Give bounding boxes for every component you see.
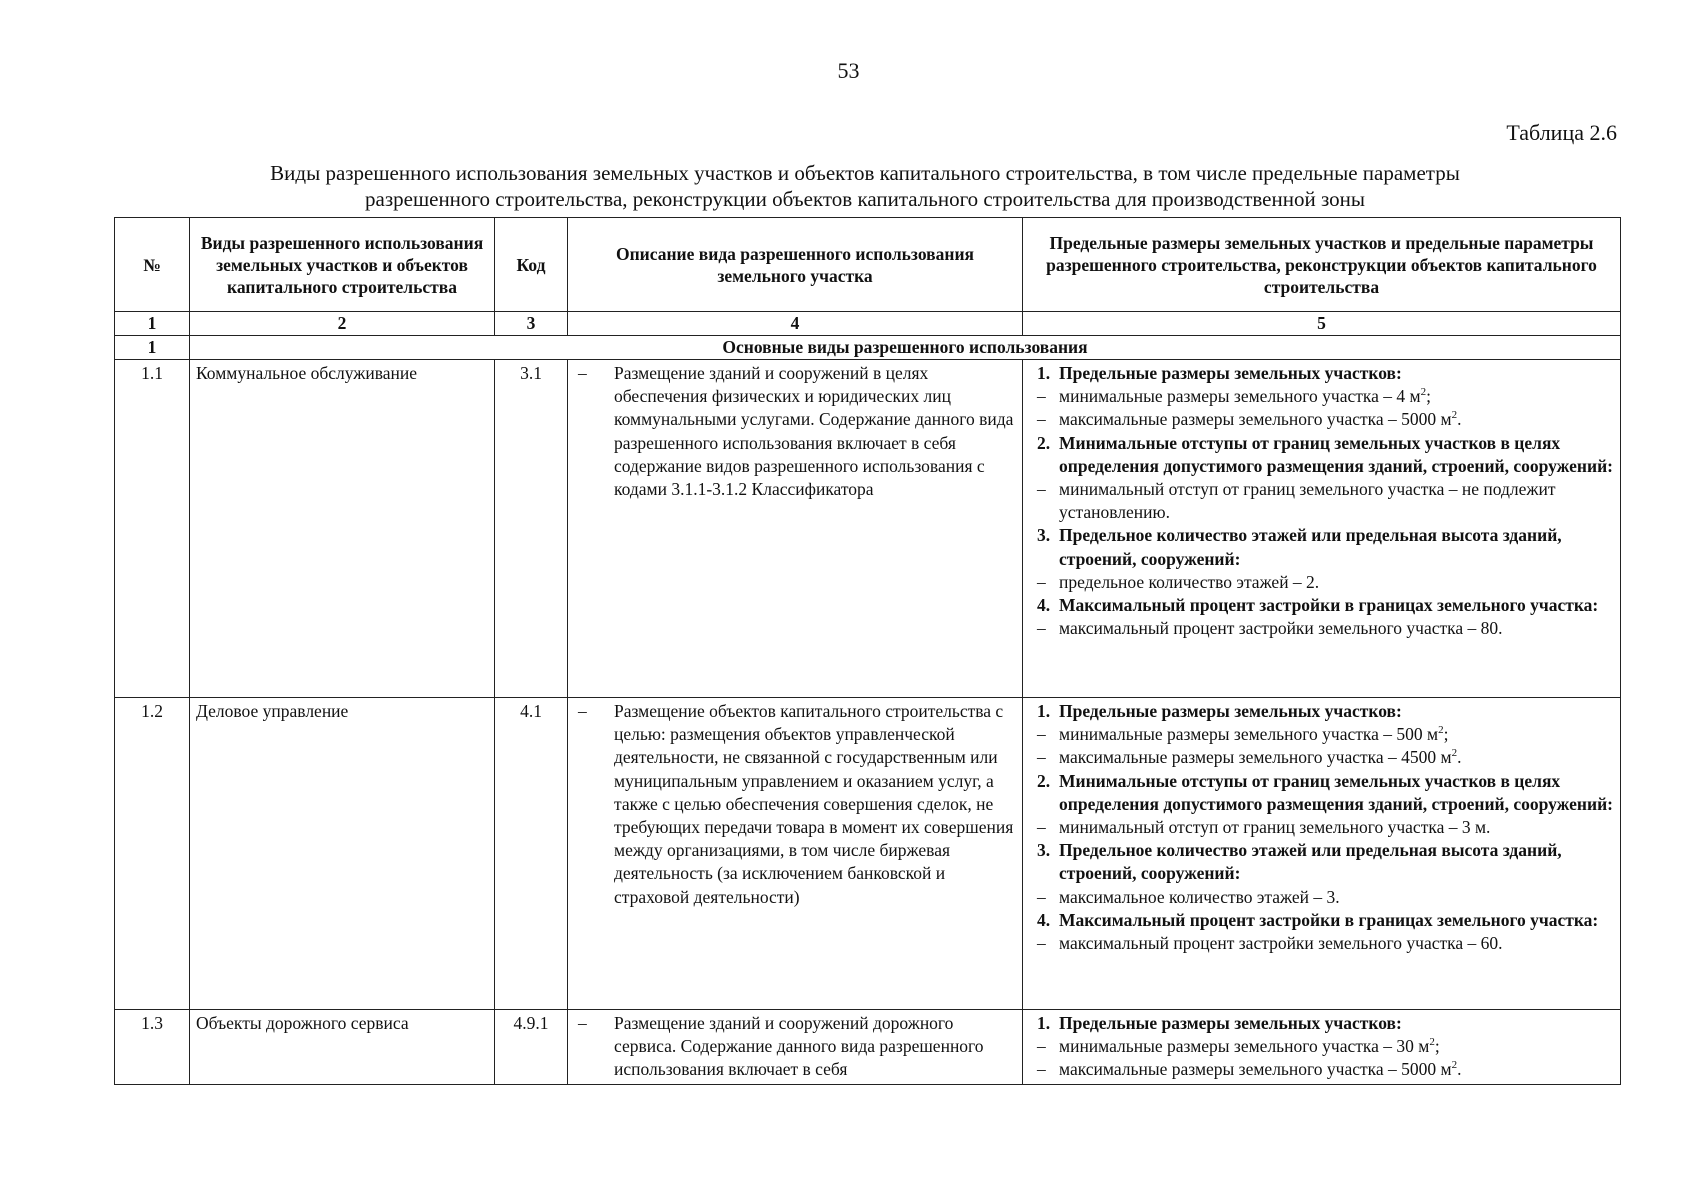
title-line-1: Виды разрешенного использования земельных участков и объектов капитального строительства, в том числе предельные параметры	[270, 161, 1460, 185]
parameter-text-main: максимальный процент застройки земельного участка – 60.	[1059, 933, 1503, 954]
parameter-text	[1059, 1012, 1614, 1035]
col-number: 4	[568, 312, 1023, 336]
use-description-cell	[568, 1010, 1023, 1085]
parameter-text-main: Предельные размеры земельных участков:	[1059, 363, 1402, 383]
description-text: Размещение объектов капитального строительства с целью: размещения объектов управленческой деятельности, не связанной с государственным или муниципальным управлением и оказанием услуг, а также с целью обеспечения совершения сделок, не требующих передачи товара в момент их совершения между организациями, в том числе биржевая деятельность (за исключением банковской и страховой деятельности)	[614, 701, 1014, 907]
parameter-text-main: максимальное количество этажей – 3.	[1059, 886, 1340, 907]
column-number-row	[115, 312, 1621, 336]
use-type-name: Коммунальное обслуживание	[190, 360, 495, 698]
parameter-heading	[1029, 909, 1614, 932]
parameter-marker: –	[1037, 1059, 1046, 1080]
parameter-item	[1029, 478, 1614, 524]
parameter-text-main: минимальные размеры земельного участка – 500 м	[1059, 724, 1439, 745]
parameter-text-main: Предельные размеры земельных участков:	[1059, 1013, 1402, 1033]
parameter-text	[1059, 362, 1614, 385]
parameter-text-main: Предельные размеры земельных участков:	[1059, 701, 1402, 721]
parameter-text	[1059, 746, 1614, 769]
parameter-item	[1029, 408, 1614, 431]
parameters-cell	[1023, 360, 1621, 698]
col-number: 5	[1023, 312, 1621, 336]
parameter-marker: –	[1037, 479, 1046, 500]
table-id: Таблица 2.6	[1506, 120, 1617, 145]
parameter-text-main: минимальные размеры земельного участка – 30 м	[1059, 1036, 1430, 1057]
parameter-text	[1059, 816, 1614, 839]
header-name: Виды разрешенного использования земельных участков и объектов капитального строительства	[190, 218, 495, 312]
description-dash: –	[578, 363, 587, 383]
parameter-text	[1059, 385, 1614, 408]
superscript: 2	[1451, 1059, 1458, 1072]
parameter-text-main: максимальные размеры земельного участка – 5000 м	[1059, 1059, 1452, 1080]
parameter-item	[1029, 1035, 1614, 1058]
parameter-text-end: ;	[1426, 386, 1431, 407]
table-row	[115, 1010, 1621, 1085]
parameter-heading	[1029, 1012, 1614, 1035]
parameter-text-main: Минимальные отступы от границ земельных участков в целях определения допустимого размещения зданий, строений, сооружений:	[1059, 432, 1613, 476]
table-title	[150, 160, 1580, 212]
title-line-2: разрешенного строительства, реконструкции объектов капитального строительства для производственной зоны	[365, 187, 1365, 211]
parameter-text	[1059, 571, 1614, 594]
parameter-marker: 2.	[1037, 432, 1051, 453]
use-code: 3.1	[495, 360, 568, 698]
section-num: 1	[115, 336, 190, 360]
parameter-text-main: Предельное количество этажей или предельная высота зданий, строений, сооружений:	[1059, 525, 1562, 569]
col-number: 3	[495, 312, 568, 336]
parameter-marker: –	[1037, 933, 1046, 954]
parameter-heading	[1029, 432, 1614, 478]
land-use-table	[114, 217, 1621, 1085]
parameter-item	[1029, 816, 1614, 839]
parameter-text-main: максимальный процент застройки земельного участка – 80.	[1059, 618, 1503, 639]
parameter-marker: 3.	[1037, 525, 1051, 546]
parameter-text	[1059, 617, 1614, 640]
parameter-marker: –	[1037, 747, 1046, 768]
parameter-item	[1029, 886, 1614, 909]
description-dash: –	[578, 1013, 587, 1033]
description-text: Размещение зданий и сооружений дорожного сервиса. Содержание данного вида разрешенного использования включает в себя	[614, 1013, 984, 1080]
description-dash: –	[578, 701, 587, 721]
description-item	[574, 1012, 1016, 1082]
parameter-heading	[1029, 770, 1614, 816]
row-number: 1.1	[115, 360, 190, 698]
row-number: 1.2	[115, 698, 190, 1010]
parameter-marker: –	[1037, 571, 1046, 592]
parameter-text	[1059, 723, 1614, 746]
parameter-text	[1059, 524, 1614, 570]
parameter-text	[1059, 1035, 1614, 1058]
parameter-text-main: минимальные размеры земельного участка – 4 м	[1059, 386, 1421, 407]
parameter-text-main: Максимальный процент застройки в границах земельного участка:	[1059, 909, 1599, 930]
parameter-item	[1029, 571, 1614, 594]
description-item	[574, 362, 1016, 501]
header-num: №	[115, 218, 190, 312]
parameter-text-end: ;	[1443, 724, 1449, 745]
parameter-heading	[1029, 524, 1614, 570]
parameter-text-main: максимальные размеры земельного участка – 4500 м	[1059, 747, 1452, 768]
superscript: 2	[1438, 724, 1444, 737]
header-desc: Описание вида разрешенного использования земельного участка	[568, 218, 1023, 312]
col-number: 2	[190, 312, 495, 336]
parameter-marker: –	[1037, 386, 1046, 407]
parameter-heading	[1029, 594, 1614, 617]
parameter-marker: –	[1037, 1036, 1046, 1057]
parameter-marker: 4.	[1037, 595, 1051, 616]
header-code: Код	[495, 218, 568, 312]
parameter-item	[1029, 746, 1614, 769]
parameter-text-main: минимальный отступ от границ земельного участка – не подлежит установлению.	[1059, 479, 1556, 523]
parameter-marker: 3.	[1037, 840, 1051, 861]
parameter-text	[1059, 770, 1614, 816]
parameter-text	[1059, 700, 1614, 723]
parameter-text	[1059, 932, 1614, 955]
use-type-name: Деловое управление	[190, 698, 495, 1010]
parameter-text	[1059, 909, 1614, 932]
row-number: 1.3	[115, 1010, 190, 1085]
description-text: Размещение зданий и сооружений в целях обеспечения физических и юридических лиц коммунальными услугами. Содержание данного вида разрешенного использования включает в себя содержание видов разрешенного использования с кодами 3.1.1-3.1.2 Классификатора	[614, 363, 1014, 500]
parameter-item	[1029, 932, 1614, 955]
page-number: 53	[837, 58, 860, 83]
section-row	[115, 336, 1621, 360]
parameter-heading	[1029, 839, 1614, 885]
use-description-cell	[568, 360, 1023, 698]
parameter-text-main: Предельное количество этажей или предельная высота зданий, строений, сооружений:	[1059, 840, 1562, 884]
header-params: Предельные размеры земельных участков и предельные параметры разрешенного строительства, реконструкции объектов капитального строительства	[1023, 218, 1621, 312]
parameter-marker: 2.	[1037, 770, 1051, 791]
parameter-heading	[1029, 362, 1614, 385]
use-code: 4.1	[495, 698, 568, 1010]
parameter-marker: –	[1037, 724, 1046, 745]
description-item	[574, 700, 1016, 909]
superscript: 2	[1451, 747, 1458, 760]
col-number: 1	[115, 312, 190, 336]
parameter-text-main: предельное количество этажей – 2.	[1059, 571, 1320, 592]
parameter-item	[1029, 1058, 1614, 1081]
parameter-text-main: максимальные размеры земельного участка – 5000 м	[1059, 409, 1452, 430]
parameter-text-main: Минимальные отступы от границ земельных участков в целях определения допустимого размещения зданий, строений, сооружений:	[1059, 770, 1613, 814]
parameter-item	[1029, 617, 1614, 640]
parameter-text	[1059, 839, 1614, 885]
parameter-heading	[1029, 700, 1614, 723]
superscript: 2	[1451, 409, 1458, 422]
parameter-item	[1029, 723, 1614, 746]
superscript: 2	[1429, 1036, 1435, 1049]
parameters-cell	[1023, 1010, 1621, 1085]
header-row	[115, 218, 1621, 312]
parameter-marker: –	[1037, 886, 1046, 907]
parameter-marker: –	[1037, 618, 1046, 639]
section-title: Основные виды разрешенного использования	[190, 336, 1621, 360]
parameter-marker: 1.	[1037, 363, 1051, 383]
parameter-text-end: ;	[1434, 1036, 1440, 1057]
parameter-marker: 4.	[1037, 909, 1051, 930]
parameter-text-end: .	[1457, 409, 1462, 430]
use-code: 4.9.1	[495, 1010, 568, 1085]
parameter-marker: 1.	[1037, 1013, 1051, 1033]
use-description-cell	[568, 698, 1023, 1010]
parameter-marker: –	[1037, 409, 1046, 430]
superscript: 2	[1420, 386, 1427, 399]
table-row	[115, 360, 1621, 698]
parameter-text	[1059, 432, 1614, 478]
table-row	[115, 698, 1621, 1010]
parameter-marker: 1.	[1037, 701, 1051, 721]
parameter-text-main: Максимальный процент застройки в границах земельного участка:	[1059, 595, 1599, 616]
parameter-text	[1059, 1058, 1614, 1081]
parameter-text-main: минимальный отступ от границ земельного участка – 3 м.	[1059, 817, 1491, 838]
parameter-marker: –	[1037, 817, 1046, 838]
use-type-name: Объекты дорожного сервиса	[190, 1010, 495, 1085]
parameter-text	[1059, 478, 1614, 524]
parameter-text-end: .	[1457, 747, 1462, 768]
parameter-text	[1059, 408, 1614, 431]
parameter-text-end: .	[1457, 1059, 1462, 1080]
parameters-cell	[1023, 698, 1621, 1010]
parameter-item	[1029, 385, 1614, 408]
parameter-text	[1059, 886, 1614, 909]
parameter-text	[1059, 594, 1614, 617]
